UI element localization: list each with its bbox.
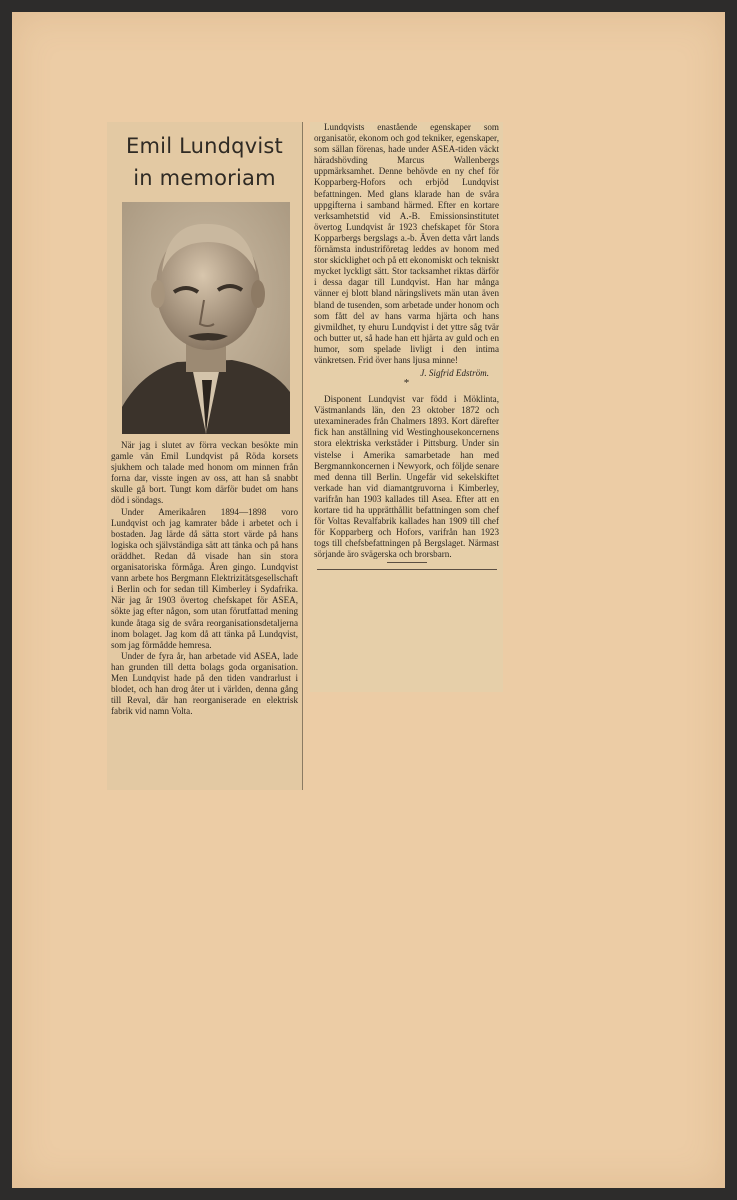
column-1-paragraph-1: När jag i slutet av förra veckan besökte min gamle vän Emil Lundqvist på Röda korsets sjukhem och talade med honom om minnen från forna dar, visste ingen av oss, att han så snabbt skulle gå bort. Tungt kom därför budet om hans död i söndags. — [111, 440, 298, 506]
signature: J. Sigfrid Edström. — [420, 368, 489, 379]
column-2-paragraph-2: Disponent Lundqvist var född i Möklinta, Västmanlands län, den 23 oktober 1872 och utexaminerades från Chalmers 1893. Kort därefter fick han anställning vid Westinghousekoncernens stora elektriska verkstäder i Pittsburg. Under sin vistelse i Amerika samarbetade han med Bergmannkoncernen i Newyork, och följde senare med denna till Berlin. Ungefär vid sekelskiftet verkade han vid diamantgruvorna i Kimberley, varifrån han 1903 kallades till Asea. Efter att en kortare tid ha upprätthållit befattningen som chef för Voltas Revalfabrik kallades han 1909 till chef för Kopparberg och Hofors, varifrån han 1923 togs till chefsbefattningen på Bergslaget. Närmast sörjande äro svägerska och brorsbarn. — [314, 394, 499, 560]
end-rule — [317, 569, 497, 570]
newspaper-clipping — [107, 122, 505, 792]
column-2-biography — [310, 394, 503, 560]
clipping-column-1 — [107, 122, 303, 790]
headline-line-1: Emil Lundqvist — [126, 134, 283, 158]
portrait-image — [122, 202, 290, 434]
headline — [107, 130, 302, 194]
paper-sheet — [12, 12, 725, 1188]
column-1-paragraph-2: Under Amerikaåren 1894—1898 voro Lundqvist och jag kamrater både i arbetet och i bostaden. Jag lärde då sätta stort värde på hans logiska och självständiga sätt att tänka och på hans oräddhet. Redan då visade han sin stora organisatoriska förmåga. Åren gingo. Lundqvist vann arbete hos Bergmann Elektrizitätsgesellschaft i Berlin och for sedan till Kimberley i Sydafrika. När jag år 1903 övertog chefskapet för ASEA, sökte jag efter någon, som utan förutfattad mening kunde åtaga sig de svåra reorganisationsdetaljerna inom bolaget. Jag kom då att tänka på Lundqvist, som jag förmådde hemresa. — [111, 506, 298, 650]
column-1-paragraph-3: Under de fyra år, han arbetade vid ASEA, lade han grunden till detta bolags goda organisation. Men Lundqvist hade på den tiden vandrarlust i blodet, och han drog åter ut i världen, denna gång till Reval, där han reorganiserade en elektrisk fabrik vid namn Volta. — [111, 650, 298, 717]
headline-line-2: in memoriam — [133, 166, 276, 190]
portrait-photo — [122, 202, 290, 434]
short-rule — [387, 562, 427, 563]
column-2-text — [310, 122, 503, 366]
clipping-column-2 — [310, 122, 503, 692]
section-asterisk: * — [403, 377, 410, 390]
column-2-paragraph-1: Lundqvists enastående egenskaper som organisatör, ekonom och god tekniker, egenskaper, som sällan förenas, hade under ASEA-tiden väckt häradshövding Marcus Wallenbergs uppmärksamhet. Denne behövde en ny chef för Kopparberg-Hofors och erbjöd Lundqvist befattningen. Med glans klarade han de svåra uppgifterna i samband härmed. Efter en kortare verksamhetstid vid A.-B. Emissionsinstitutet övertog Lundqvist år 1923 chefskapet för Stora Kopparbergs bergslags a.-b. Även detta vårt lands förnämsta industriföretag leddes av honom med stor skicklighet och på ett ekonomiskt och tekniskt mycket lyckligt sätt. Stor tacksamhet riktas därför i dessa dagar till Lundqvist. Han har många vänner ej blott bland näringslivets män utan även bland de tusenden, som arbetade under honom och som fått del av hans varma hjärta och hans givmildhet, ty ehuru Lundqvist i det yttre såg tvär och butter ut, så hade han ett hjärta av guld och en humor, som spelade livligt i den intima vänkretsen. Frid över hans ljusa minne! — [314, 122, 499, 365]
column-1-text — [107, 440, 302, 717]
